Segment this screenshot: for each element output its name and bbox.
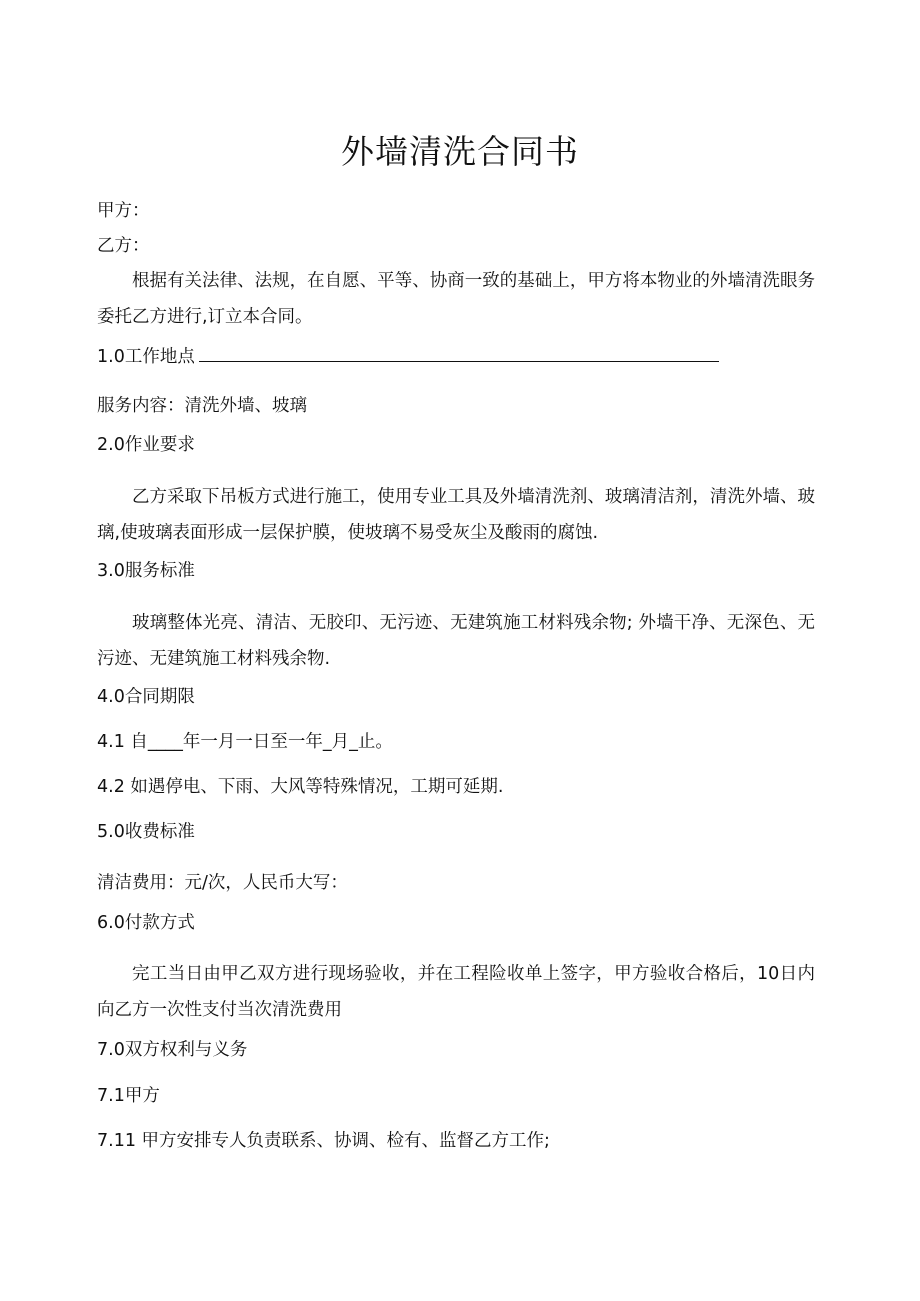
- section-2-paragraph: 乙方采取下吊板方式进行施工，使用专业工具及外墙清洗剂、玻璃清洁剂，清洗外墙、玻璃,使玻璃表面形成一层保护膜，使坡璃不易受灰尘及酸雨的腐蚀.: [97, 487, 815, 543]
- section-1-heading: 1.0工作地点: [97, 347, 195, 367]
- section-4-2-line: 4.2 如遇停电、下雨、大风等特殊情况，工期可延期.: [97, 777, 504, 797]
- section-3-heading: 3.0服务标准: [97, 561, 195, 581]
- section-3-paragraph: 玻璃整体光亮、清洁、无胶印、无污迹、无建筑施工材料残余物; 外墙干净、无深色、无污迹、无建筑施工材料残余物.: [97, 613, 815, 669]
- party-b-line: 乙方：: [97, 236, 150, 256]
- section-7-1-heading: 7.1甲方: [97, 1086, 160, 1106]
- section-2-heading: 2.0作业要求: [97, 435, 195, 455]
- service-content-line: 服务内容：清洗外墙、坡璃: [97, 396, 307, 416]
- party-a-line: 甲方：: [97, 201, 150, 221]
- section-4-1-line: 4.1 自____年一月一日至一年_月_止。: [97, 732, 393, 752]
- section-4-heading: 4.0合同期限: [97, 687, 195, 707]
- cleaning-fee-line: 清洁费用：元/次，人民币大写：: [97, 873, 348, 893]
- section-6-heading: 6.0付款方式: [97, 913, 195, 933]
- intro-paragraph: 根据有关法律、法规，在自愿、平等、协商一致的基础上，甲方将本物业的外墙清洗眼务委托乙方进行,订立本合同。: [97, 271, 815, 327]
- section-7-heading: 7.0双方权利与义务: [97, 1040, 248, 1060]
- page-title: 外墙清洗合同书: [341, 132, 579, 171]
- work-location-field: [199, 343, 719, 362]
- section-1-heading-row: [97, 343, 719, 370]
- section-7-11-line: 7.11 甲方安排专人负责联系、协调、检有、监督乙方工作;: [97, 1131, 550, 1151]
- section-6-paragraph: 完工当日由甲乙双方进行现场验收，并在工程险收单上签字，甲方验收合格后，10日内向乙方一次性支付当次清洗费用: [97, 964, 815, 1020]
- section-5-heading: 5.0收费标准: [97, 822, 195, 842]
